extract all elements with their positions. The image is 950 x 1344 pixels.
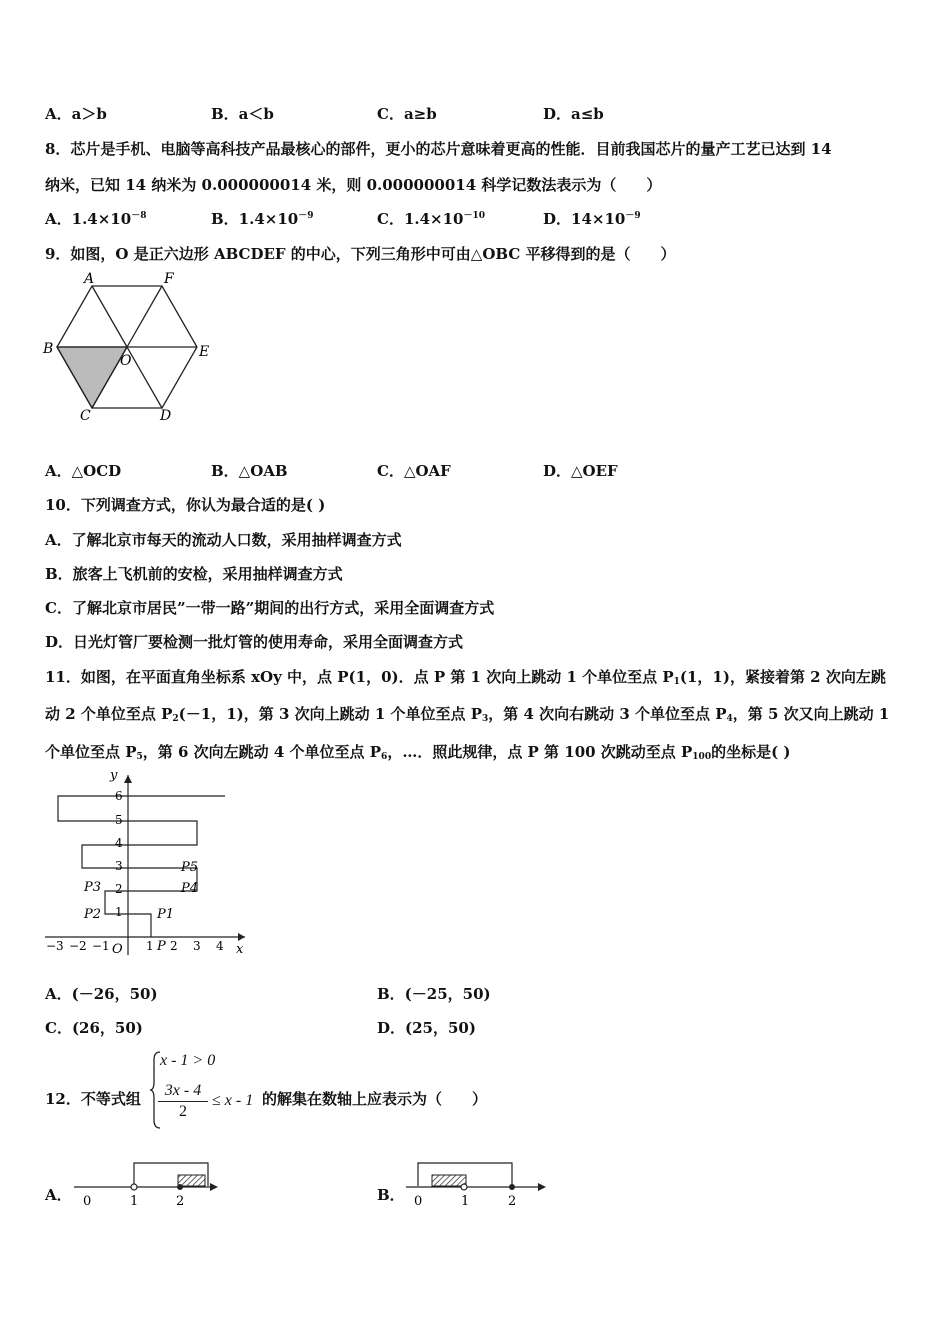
label-a: A: [84, 271, 95, 287]
point-p1: P1: [157, 907, 175, 922]
number-line-a: [70, 1155, 230, 1215]
q12-row1: x - 1 > 0: [160, 1052, 216, 1069]
q10-option-d: D．日光灯管厂要检测一批灯管的使用寿命，采用全面调查方式: [45, 633, 464, 651]
q8-option-c: C．$1.4\times 10^{-10}$: [377, 210, 486, 228]
q8-stem-line1: 8．芯片是手机、电脑等高科技产品最核心的部件，更小的芯片意味着更高的性能．目前我国芯片的量产工艺已达到 14: [45, 140, 832, 158]
y-axis-arrow: [124, 775, 132, 783]
x-tick-1: 1: [146, 939, 154, 953]
point-p4: P4: [181, 881, 199, 896]
label-o: O: [120, 353, 132, 369]
q7-option-d: D．a≤b: [543, 105, 604, 123]
number-line-b: [402, 1155, 562, 1215]
fraction-bar: [158, 1101, 208, 1102]
x-axis-arrow: [238, 933, 245, 941]
y-tick-1: 1: [115, 905, 123, 919]
q8-option-b: B．$1.4\times 10^{-9}$: [211, 210, 314, 228]
open-dot-1: [131, 1184, 137, 1190]
shaded-triangle-obc: [57, 347, 127, 408]
q9-option-c: C．△OAF: [377, 462, 451, 480]
axis-arrow: [538, 1183, 546, 1191]
point-p3: P3: [84, 880, 102, 895]
label-c: C: [80, 408, 91, 424]
q12-fraction-numerator: 3x - 4: [164, 1082, 202, 1099]
q11-option-a: A．(－26，50): [45, 985, 158, 1003]
q10-option-c: C．了解北京市居民”一带一路”期间的出行方式，采用全面调查方式: [45, 599, 495, 617]
y-tick-2: 2: [115, 882, 123, 896]
hatched-region: [178, 1175, 205, 1186]
label-e: E: [199, 344, 210, 360]
point-p: P: [157, 939, 166, 954]
x-tick-neg3: −3: [46, 939, 64, 953]
x-tick-2: 2: [170, 939, 178, 953]
tick-0: 0: [83, 1194, 92, 1209]
point-p5: P5: [181, 860, 199, 875]
closed-dot-2: [177, 1184, 183, 1190]
x-tick-4: 4: [216, 939, 224, 953]
q11-stem-line2: 动 2 个单位至点 $P_2(-1$，1)，第 3 次向上跳动 1 个单位至点 $P_3$，第 4 次向右跳动 3 个单位至点 $P_4$，第 5 次又向上跳动 1: [45, 705, 890, 724]
point-p2: P2: [84, 907, 102, 922]
q7-option-b: B．a＜b: [211, 105, 274, 123]
q7-option-c: C．a≥b: [377, 105, 437, 123]
q10-option-b: B．旅客上飞机前的安检，采用抽样调查方式: [45, 565, 343, 583]
tick-1: 1: [461, 1194, 470, 1209]
q12-prefix: 12．不等式组: [45, 1090, 141, 1108]
axis-arrow: [210, 1183, 218, 1191]
q8-option-a: A．$1.4\times 10^{-8}$: [45, 210, 147, 228]
q12-suffix: 的解集在数轴上应表示为（ ）: [262, 1090, 488, 1108]
label-b: B: [43, 341, 54, 357]
tick-0: 0: [414, 1194, 423, 1209]
q12-row2-tail: ≤ x - 1: [212, 1092, 254, 1109]
tick-2: 2: [508, 1194, 517, 1209]
open-dot-1: [461, 1184, 467, 1190]
q9-stem: 9．如图，O 是正六边形 ABCDEF 的中心，下列三角形中可由△OBC 平移得到的是（ ）: [45, 245, 676, 263]
q8-option-d: D．$14\times 10^{-9}$: [543, 210, 641, 228]
q11-option-d: D．(25，50): [377, 1019, 476, 1037]
tick-1: 1: [130, 1194, 139, 1209]
q12-option-b-label: B．: [377, 1186, 405, 1204]
q12-fraction: [158, 1082, 208, 1121]
x-axis-label: x: [236, 942, 244, 957]
tick-2: 2: [176, 1194, 185, 1209]
q12-option-a-label: A．: [45, 1186, 72, 1204]
q11-option-b: B．(－25，50): [377, 985, 491, 1003]
y-tick-5: 5: [115, 813, 123, 827]
q7-option-a: A．a＞b: [45, 105, 107, 123]
y-tick-4: 4: [115, 836, 123, 850]
q10-stem: 10．下列调查方式，你认为最合适的是( ): [45, 496, 326, 514]
y-tick-3: 3: [115, 859, 123, 873]
q11-stem-line1: 11．如图，在平面直角坐标系 xOy 中，点 P(1，0)．点 P 第 1 次向上跳动 1 个单位至点 $P_1(1$，1)，紧接着第 2 次向左跳: [45, 668, 886, 687]
q9-option-a: A．△OCD: [45, 462, 122, 480]
coordinate-figure: [40, 765, 260, 965]
q11-stem-line3: 个单位至点 $P_5$，第 6 次向左跳动 4 个单位至点 $P_6$，…．照此规律，点 P 第 100 次跳动至点 $P_{100}$的坐标是( ): [45, 743, 791, 762]
hatched-region: [432, 1175, 466, 1186]
hexagon-figure: [40, 268, 220, 428]
label-d: D: [160, 408, 172, 424]
x-tick-neg2: −2: [69, 939, 87, 953]
q12-fraction-denominator: 2: [179, 1103, 187, 1120]
q9-option-b: B．△OAB: [211, 462, 288, 480]
y-axis-label: y: [110, 768, 118, 783]
q11-option-c: C．(26，50): [45, 1019, 143, 1037]
x-tick-neg1: −1: [92, 939, 110, 953]
origin-label: O: [112, 942, 123, 957]
q8-stem-line2: 纳米，已知 14 纳米为 0.000000014 米，则 0.000000014 科学记数法表示为（ ）: [45, 176, 662, 194]
q10-option-a: A．了解北京市每天的流动人口数，采用抽样调查方式: [45, 531, 402, 549]
y-tick-6: 6: [115, 789, 123, 803]
x-tick-3: 3: [193, 939, 201, 953]
q9-option-d: D．△OEF: [543, 462, 618, 480]
closed-dot-2: [509, 1184, 515, 1190]
label-f: F: [164, 271, 174, 287]
